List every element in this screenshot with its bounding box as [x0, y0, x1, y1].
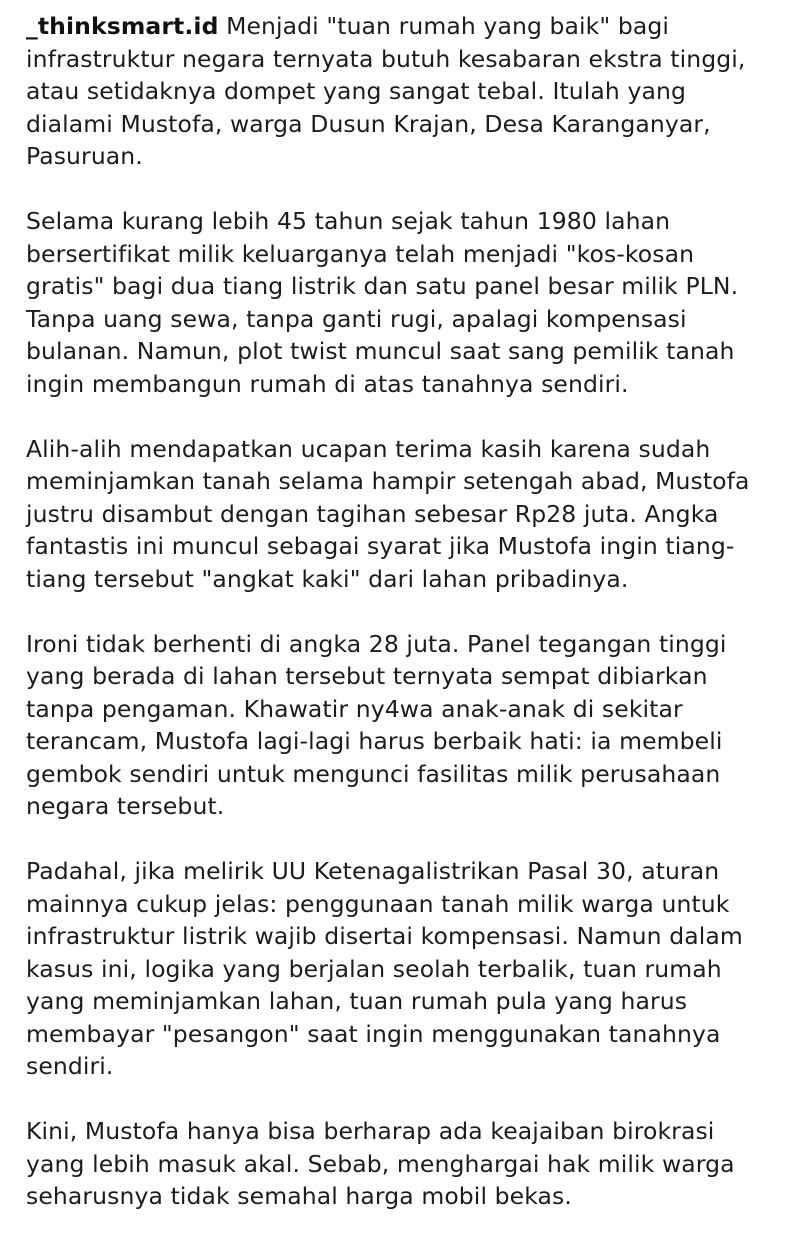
- post-caption: [26, 10, 786, 1245]
- caption-paragraph-6: Kini, Mustofa hanya bisa berharap ada keajaiban birokrasi yang lebih masuk akal. Sebab, menghargai hak milik warga seharusnya tidak semahal harga mobil bekas.: [26, 1117, 735, 1210]
- caption-paragraph-4: Ironi tidak berhenti di angka 28 juta. Panel tegangan tinggi yang berada di lahan tersebut ternyata sempat dibiarkan tanpa pengaman. Khawatir ny4wa anak-anak di sekitar terancam, Mustofa lagi-lagi harus berbaik hati: ia membeli gembok sendiri untuk mengunci fasilitas milik perusahaan negara tersebut.: [26, 629, 727, 820]
- caption-paragraph-5: Padahal, jika melirik UU Ketenagalistrikan Pasal 30, aturan mainnya cukup jelas: penggunaan tanah milik warga untuk infrastruktur listrik wajib disertai kompensasi. Namun dalam kasus ini, logika yang berjalan seolah terbalik, tuan rumah yang meminjamkan lahan, tuan rumah pula yang harus membayar "pesangon" saat ingin menggunakan tanahnya sendiri.: [26, 857, 743, 1080]
- caption-text-1: Menjadi "tuan rumah yang baik" bagi infrastruktur negara ternyata butuh kesabaran ekstra tinggi, atau setidaknya dompet yang sangat tebal. Itulah yang dialami Mustofa, warga Dusun Krajan, Desa Karanganyar, Pasuruan.: [26, 12, 746, 170]
- caption-paragraph-1: [26, 10, 786, 173]
- caption-paragraph-2: Selama kurang lebih 45 tahun sejak tahun 1980 lahan bersertifikat milik keluarganya telah menjadi "kos-kosan gratis" bagi dua tiang listrik dan satu panel besar milik PLN. Tanpa uang sewa, tanpa ganti rugi, apalagi kompensasi bulanan. Namun, plot twist muncul saat sang pemilik tanah ingin membangun rumah di atas tanahnya sendiri.: [26, 207, 739, 398]
- username-link[interactable]: _thinksmart.id: [26, 12, 219, 40]
- caption-paragraph-3: Alih-alih mendapatkan ucapan terima kasih karena sudah meminjamkan tanah selama hampir setengah abad, Mustofa justru disambut dengan tagihan sebesar Rp28 juta. Angka fantastis ini muncul sebagai syarat jika Mustofa ingin tiang- tiang tersebut "angkat kaki" dari lahan pribadinya.: [26, 434, 750, 593]
